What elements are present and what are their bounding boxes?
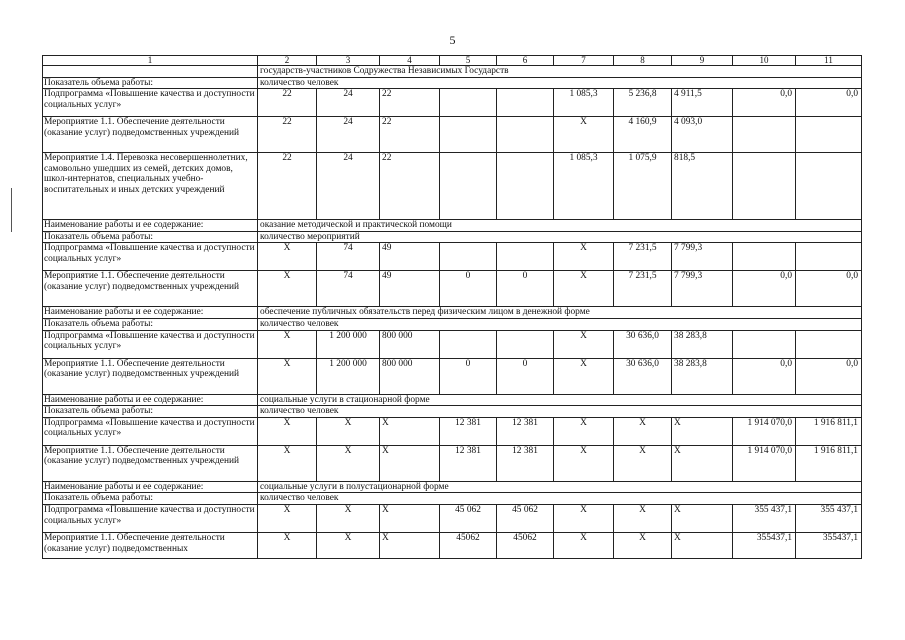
table-cell — [440, 117, 497, 153]
table-cell: X — [317, 532, 380, 558]
table-cell: X — [380, 445, 440, 481]
section-row — [43, 394, 862, 406]
table-cell — [733, 117, 796, 153]
table-cell: 0,0 — [796, 89, 862, 117]
table-cell: X — [554, 504, 614, 532]
table-row — [43, 445, 862, 481]
section-text: количество человек — [258, 77, 862, 89]
table-cell: X — [672, 504, 733, 532]
table-row — [43, 417, 862, 445]
section-row — [43, 318, 862, 330]
table-row — [43, 330, 862, 358]
table-cell — [733, 153, 796, 220]
table-cell: 7 231,5 — [614, 243, 672, 271]
table-row — [43, 504, 862, 532]
row-label: Мероприятие 1.1. Обеспечение деятельности (оказание услуг) подведомственных учреждений — [43, 117, 258, 153]
table-cell — [497, 330, 554, 358]
table-cell: X — [258, 504, 317, 532]
section-text: социальные услуги в стационарной форме — [258, 394, 862, 406]
table-cell: 355 437,1 — [733, 504, 796, 532]
table-cell: 22 — [380, 153, 440, 220]
section-text: оказание методической и практической помощи — [258, 220, 862, 232]
table-cell: X — [672, 445, 733, 481]
row-label: Показатель объема работы: — [43, 77, 258, 89]
table-cell: X — [554, 532, 614, 558]
table-cell: 1 085,3 — [554, 89, 614, 117]
table-cell: 355 437,1 — [796, 504, 862, 532]
section-row — [43, 77, 862, 89]
table-cell: X — [317, 417, 380, 445]
section-row — [43, 406, 862, 418]
table-cell: 800 000 — [380, 330, 440, 358]
table-cell: 38 283,8 — [672, 358, 733, 394]
column-header: 1 — [43, 56, 258, 66]
table-cell: X — [258, 532, 317, 558]
table-cell: 0,0 — [796, 358, 862, 394]
row-label: Мероприятие 1.4. Перевозка несовершеннолетних, самовольно ушедших из семей, детских домов, школ-интернатов, специальных учебно-воспитательных и иных детских учреждений — [43, 153, 258, 220]
table-cell: 30 636,0 — [614, 358, 672, 394]
table-cell: 74 — [317, 243, 380, 271]
table-cell: X — [258, 417, 317, 445]
table-cell: 0,0 — [733, 271, 796, 307]
table-cell: 0,0 — [733, 89, 796, 117]
table-cell: 30 636,0 — [614, 330, 672, 358]
section-text: количество человек — [258, 318, 862, 330]
table-cell: X — [554, 330, 614, 358]
table-cell — [733, 243, 796, 271]
table-cell: 12 381 — [440, 417, 497, 445]
table-cell: 800 000 — [380, 358, 440, 394]
row-label: Подпрограмма «Повышение качества и доступности социальных услуг» — [43, 417, 258, 445]
row-label: Подпрограмма «Повышение качества и доступности социальных услуг» — [43, 243, 258, 271]
table-cell — [796, 153, 862, 220]
column-header: 11 — [796, 56, 862, 66]
table-cell — [497, 89, 554, 117]
table-cell: X — [258, 358, 317, 394]
table-cell: X — [317, 504, 380, 532]
table-cell: 4 093,0 — [672, 117, 733, 153]
table-cell: 1 200 000 — [317, 330, 380, 358]
table-cell: 45 062 — [440, 504, 497, 532]
table-cell: 1 914 070,0 — [733, 445, 796, 481]
table-cell: 1 075,9 — [614, 153, 672, 220]
table-cell: 1 916 811,1 — [796, 445, 862, 481]
table-cell: 12 381 — [497, 445, 554, 481]
row-label: Показатель объема работы: — [43, 406, 258, 418]
table-cell: 7 799,3 — [672, 243, 733, 271]
section-text: количество мероприятий — [258, 231, 862, 243]
table-cell: X — [258, 271, 317, 307]
table-cell: 22 — [258, 117, 317, 153]
table-cell: X — [554, 243, 614, 271]
table-cell: 12 381 — [497, 417, 554, 445]
margin-mark — [11, 188, 12, 232]
table-cell: X — [614, 532, 672, 558]
row-label: Мероприятие 1.1. Обеспечение деятельности (оказание услуг) подведомственных — [43, 532, 258, 558]
column-header: 6 — [497, 56, 554, 66]
section-row — [43, 220, 862, 232]
table-cell: X — [258, 330, 317, 358]
table-cell: 355437,1 — [796, 532, 862, 558]
table-cell: X — [258, 445, 317, 481]
table-cell — [440, 243, 497, 271]
table-cell: X — [554, 358, 614, 394]
table-cell — [796, 330, 862, 358]
table-row — [43, 117, 862, 153]
table-cell: 49 — [380, 271, 440, 307]
column-header: 10 — [733, 56, 796, 66]
table-cell — [440, 330, 497, 358]
column-header: 7 — [554, 56, 614, 66]
table-cell: 1 200 000 — [317, 358, 380, 394]
table-row — [43, 358, 862, 394]
column-header: 9 — [672, 56, 733, 66]
row-label: Мероприятие 1.1. Обеспечение деятельности (оказание услуг) подведомственных учреждений — [43, 445, 258, 481]
table-row — [43, 271, 862, 307]
table-cell: X — [380, 417, 440, 445]
table-cell: X — [554, 117, 614, 153]
table-cell — [796, 243, 862, 271]
row-label: Показатель объема работы: — [43, 231, 258, 243]
row-label: Показатель объема работы: — [43, 318, 258, 330]
section-row — [43, 66, 862, 78]
table-cell: 1 916 811,1 — [796, 417, 862, 445]
table-cell: 24 — [317, 89, 380, 117]
table-cell — [733, 330, 796, 358]
column-header: 2 — [258, 56, 317, 66]
row-label: Наименование работы и ее содержание: — [43, 481, 258, 493]
section-row — [43, 231, 862, 243]
table-cell: X — [672, 532, 733, 558]
table-cell: 49 — [380, 243, 440, 271]
table-cell: X — [380, 504, 440, 532]
table-cell: 0,0 — [796, 271, 862, 307]
row-label: Наименование работы и ее содержание: — [43, 220, 258, 232]
section-text: социальные услуги в полустационарной форме — [258, 481, 862, 493]
table-cell: X — [380, 532, 440, 558]
section-row — [43, 307, 862, 319]
page-number: 5 — [449, 33, 456, 47]
table-cell: X — [258, 243, 317, 271]
section-text: количество человек — [258, 406, 862, 418]
table-cell: 0 — [440, 358, 497, 394]
table-cell: X — [614, 445, 672, 481]
table-cell: 0 — [440, 271, 497, 307]
table-cell: 24 — [317, 153, 380, 220]
table-cell: 22 — [380, 117, 440, 153]
table-cell: X — [672, 417, 733, 445]
table-row — [43, 243, 862, 271]
table-cell: 74 — [317, 271, 380, 307]
section-text: государств-участников Содружества Независимых Государств — [258, 66, 862, 78]
table-cell: 38 283,8 — [672, 330, 733, 358]
table-cell: X — [554, 417, 614, 445]
table-cell: 45 062 — [497, 504, 554, 532]
table-cell — [497, 117, 554, 153]
column-header: 4 — [380, 56, 440, 66]
table-cell: X — [614, 504, 672, 532]
table-cell: 24 — [317, 117, 380, 153]
table-cell: 45062 — [497, 532, 554, 558]
row-label: Мероприятие 1.1. Обеспечение деятельности (оказание услуг) подведомственных учреждений — [43, 358, 258, 394]
table-row — [43, 89, 862, 117]
table-cell: 0 — [497, 271, 554, 307]
row-label — [43, 66, 258, 78]
table-cell: 4 911,5 — [672, 89, 733, 117]
row-label: Подпрограмма «Повышение качества и доступности социальных услуг» — [43, 504, 258, 532]
row-label: Наименование работы и ее содержание: — [43, 394, 258, 406]
table-cell: 7 231,5 — [614, 271, 672, 307]
table-row — [43, 153, 862, 220]
table-cell — [440, 153, 497, 220]
table-cell — [497, 243, 554, 271]
table-cell — [796, 117, 862, 153]
section-text: количество человек — [258, 493, 862, 505]
table-cell — [497, 153, 554, 220]
row-label: Наименование работы и ее содержание: — [43, 307, 258, 319]
section-row — [43, 493, 862, 505]
section-row — [43, 481, 862, 493]
table-cell: X — [317, 445, 380, 481]
table-cell: 818,5 — [672, 153, 733, 220]
table-cell — [440, 89, 497, 117]
table-row — [43, 532, 862, 558]
column-header: 8 — [614, 56, 672, 66]
table-cell: 22 — [380, 89, 440, 117]
table-cell: 4 160,9 — [614, 117, 672, 153]
data-table — [42, 55, 862, 559]
row-label: Подпрограмма «Повышение качества и доступности социальных услуг» — [43, 330, 258, 358]
table-cell: 0 — [497, 358, 554, 394]
table-cell: 355437,1 — [733, 532, 796, 558]
header-row — [43, 56, 862, 66]
table-cell: 45062 — [440, 532, 497, 558]
table-cell: X — [614, 417, 672, 445]
row-label: Показатель объема работы: — [43, 493, 258, 505]
table-cell: X — [554, 445, 614, 481]
section-text: обеспечение публичных обязательств перед физическим лицом в денежной форме — [258, 307, 862, 319]
column-header: 3 — [317, 56, 380, 66]
table-cell: 1 914 070,0 — [733, 417, 796, 445]
table-cell: X — [554, 271, 614, 307]
table-cell: 12 381 — [440, 445, 497, 481]
row-label: Мероприятие 1.1. Обеспечение деятельности (оказание услуг) подведомственных учреждений — [43, 271, 258, 307]
column-header: 5 — [440, 56, 497, 66]
row-label: Подпрограмма «Повышение качества и доступности социальных услуг» — [43, 89, 258, 117]
table-cell: 5 236,8 — [614, 89, 672, 117]
table-cell: 0,0 — [733, 358, 796, 394]
table-cell: 22 — [258, 89, 317, 117]
table-cell: 1 085,3 — [554, 153, 614, 220]
table-cell: 7 799,3 — [672, 271, 733, 307]
table-cell: 22 — [258, 153, 317, 220]
